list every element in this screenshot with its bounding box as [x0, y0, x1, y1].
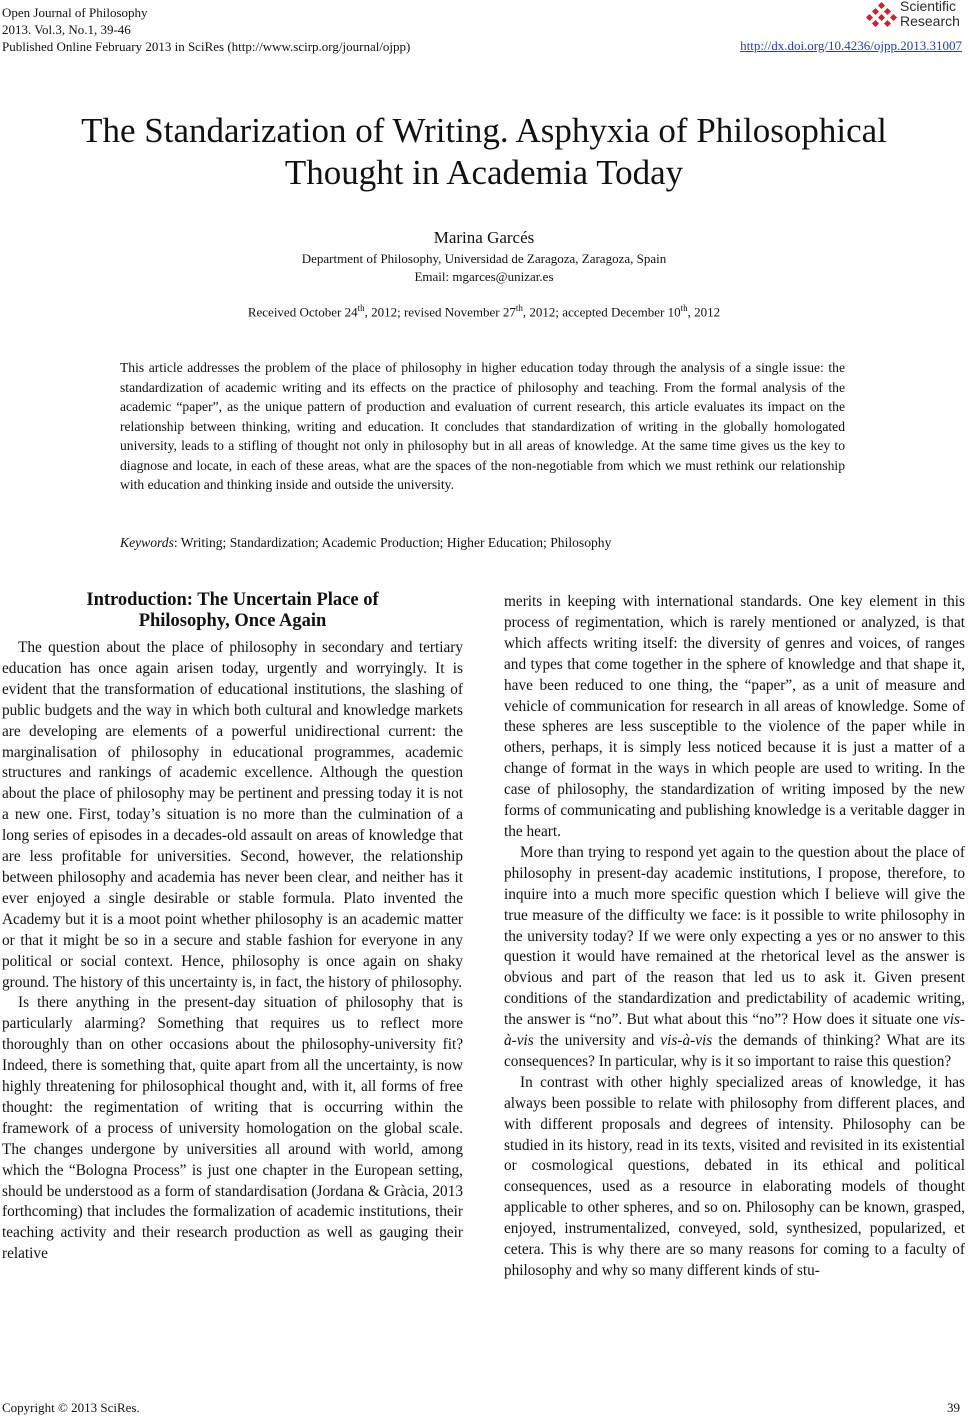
- copyright: Copyright © 2013 SciRes.: [2, 1400, 140, 1415]
- paragraph: More than trying to respond yet again to the question about the place of philosophy in present-day academic institutions, I propose, therefore, to inquire into a much more specific question which I believe will give the true measure of the difficulty we face: is it possible to write philosophy in the university today? If we were only expecting a yes or no answer to this question it would have remained at the rhetorical level as the answer is obvious and part of the reason that led us to ask it. Given present conditions of the standardization and predictability of academic writing, the answer is “no”. But what about this “no”? How does it situate one vis-à-vis the university and vis-à-vis the demands of thinking? What are its consequences? In particular, why is it so important to raise this question?: [504, 843, 965, 1070]
- keywords-list: : Writing; Standardization; Academic Production; Higher Education; Philosophy: [173, 535, 612, 550]
- right-column: [504, 592, 965, 1282]
- paragraph: Is there anything in the present-day situation of philosophy that is particularly alarming? Something that requires us to reflect more thoroughly than on other occasions about the philosophy-university fit? Indeed, there is something that, quite apart from all the uncertainty, is now highly threatening for philosophical thought and, with it, all forms of free thought: the regimentation of writing that is occurring within the framework of a process of university homologation on the global scale. The changes undergone by universities all around with world, among which the “Bologna Process” is just one chapter in the European setting, should be understood as a form of standardisation (Jordana & Gràcia, 2013 forthcoming) that includes the formalization of academic institutions, their teaching activity and their research production as well as gauging their relative: [2, 994, 463, 1263]
- keywords: [120, 535, 845, 551]
- paragraph: The question about the place of philosophy in secondary and tertiary education has once again arisen today, urgently and worryingly. It is evident that the transformation of educational institutions, the slashing of public budgets and the way in which both cultural and knowledge markets are developing are elements of a powerful unidirectional current: the marginalisation of philosophy in educational programmes, academic structures and rankings of academic excellence. Although the question about the place of philosophy may be pertinent and pressing today it is not a new one. First, today’s situation is no more than the culmination of a long series of episodes in a decades-old assault on areas of knowledge that are less profitable for universities. Second, however, the relationship between philosophy and academia has never been clear, and neither has it ever enjoyed a single desirable or stable formula. Plato invented the Academy but it is a moot point whether philosophy is an academic matter or that it might be so in a secure and stable fashion for everyone in any political or social context. Hence, philosophy is once again on shaky ground. The history of this uncertainty is, in fact, the history of philosophy.: [2, 639, 463, 991]
- section-title: Introduction: The Uncertain Place of Philosophy, Once Again: [86, 590, 379, 631]
- article-title: The Standarization of Writing. Asphyxia of Philosophical Thought in Academia Today: [81, 111, 887, 192]
- scientific-research-logo: [864, 0, 964, 34]
- logo-dots-icon: [864, 2, 898, 32]
- logo-text: Scientific Research: [900, 0, 960, 29]
- left-column: [2, 590, 463, 1265]
- received-dates: Received October 24th, 2012; revised November 27th, 2012; accepted December 10th, 2012: [247, 303, 721, 320]
- author-name: Marina Garcés: [433, 228, 535, 247]
- doi-link[interactable]: http://dx.doi.org/10.4236/ojpp.2013.31007: [740, 38, 962, 53]
- journal-volume: 2013. Vol.3, No.1, 39-46: [2, 22, 131, 37]
- author-affiliation: [0, 250, 968, 286]
- journal-header: [2, 4, 410, 55]
- page-number: 39: [947, 1400, 960, 1415]
- publication-info: Published Online February 2013 in SciRes (http://www.scirp.org/journal/ojpp): [2, 39, 411, 54]
- affiliation: Department of Philosophy, Universidad de Zaragoza, Zaragoza, Spain: [301, 251, 667, 266]
- journal-name: Open Journal of Philosophy: [2, 5, 148, 20]
- paragraph: merits in keeping with international standards. One key element in this process of regimentation, which is rarely mentioned or analyzed, is that which affects writing itself: the diversity of genres and voices, of ranges and types that come together in the sphere of knowledge and that shape it, have been reduced to one thing, the “paper”, as a unit of measure and vehicle of communication for research in all areas of knowledge. Some of these spheres are less susceptible to the violence of the paper while in others, perhaps, it is simply less noticed because it is just a matter of a change of format in the ways in which people are used to writing. In the case of philosophy, the standardization of writing imposed by the new forms of communicating and publishing knowledge is a veritable dagger in the heart.: [504, 593, 965, 840]
- paragraph: In contrast with other highly specialized areas of knowledge, it has always been possible to relate with philosophy from different places, and with different proposals and degrees of intensity. Philosophy can be studied in its history, read in its texts, visited and revisited in its existential or cosmological questions, debated in its ethical and political consequences, used as a resource in elaborating models of thought applicable to other spheres, and so on. Philosophy can be known, grasped, enjoyed, instrumentalized, conveyed, sold, synthesized, popularized, et cetera. This is why there are so many reasons for coming to a faculty of philosophy and why so many different kinds of stu-: [504, 1073, 965, 1279]
- keywords-label: Keywords: [120, 535, 174, 550]
- abstract: This article addresses the problem of the place of philosophy in higher education today through the analysis of a single issue: the standardization of academic writing and its effects on the practice of philosophy and teaching. From the formal analysis of the academic “paper”, as the unique pattern of production and evaluation of current research, this article evaluates its impact on the relationship between thinking, writing and education. It concludes that standardization of writing in the globally homologated university, leads to a stifling of thought not only in philosophy but in all areas of knowledge. At the same time gives us the key to diagnose and locate, in each of these areas, what are the spaces of the non-negotiable from which we must rethink our relationship with education and thinking inside and outside the university.: [120, 360, 845, 492]
- email: Email: mgarces@unizar.es: [414, 269, 554, 284]
